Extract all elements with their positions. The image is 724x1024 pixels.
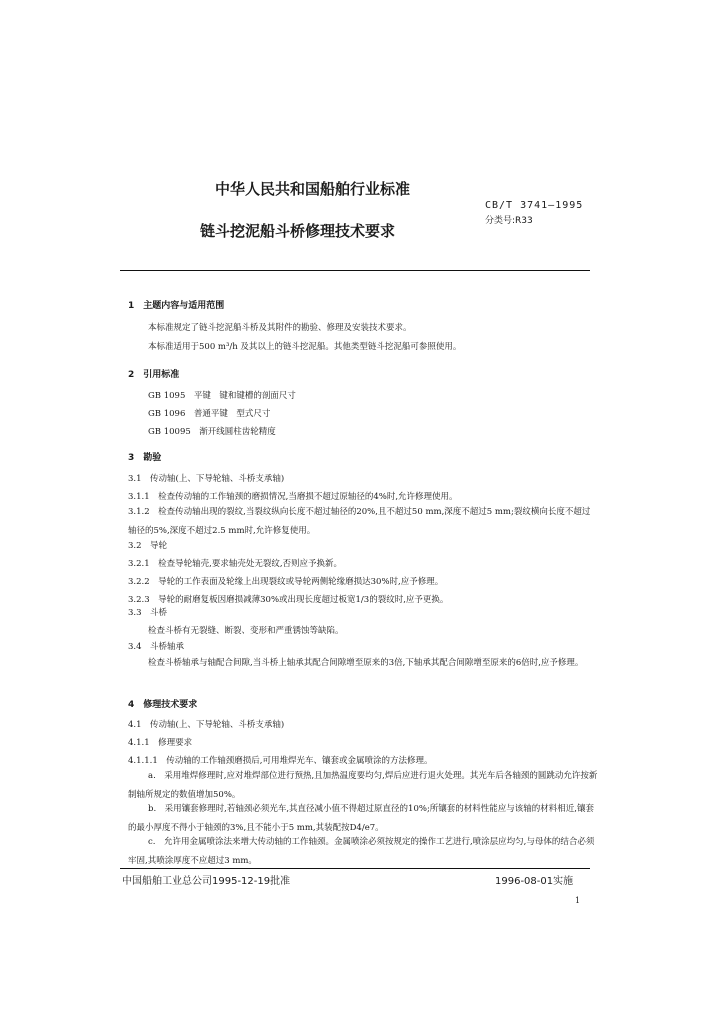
header-divider (120, 270, 590, 271)
clause-4-1-1-1-b: b. 采用镶套修理时,若轴颈必须光车,其直径减小值不得超过原直径的10%;所镶套的材料性能应与该轴的材料相近,镶套的最小厚度不得小于轴颈的3%,且不能小于5 mm,其装配按D4/e7。 (128, 804, 595, 833)
classification-number: 分类号:R33 (485, 216, 533, 226)
section-1-heading: 1 主题内容与适用范围 (128, 301, 225, 311)
reference-item: GB 10095 渐开线圆柱齿轮精度 (148, 427, 276, 437)
clause-4-1-1: 4.1.1 修理要求 (128, 738, 193, 748)
standard-number: CB/T 3741—1995 (485, 200, 584, 211)
clause-3-1-1: 3.1.1 检查传动轴的工作轴颈的磨损情况,当磨损不超过原轴径的4%时,允许修理使用。 (128, 492, 458, 502)
footer-divider (120, 868, 590, 869)
clause-3-3: 3.3 斗桥 (128, 608, 168, 618)
document-title: 链斗挖泥船斗桥修理技术要求 (200, 222, 396, 240)
clause-3-1: 3.1 传动轴(上、下导轮轴、斗桥支承轴) (128, 474, 285, 484)
page-number: 1 (575, 896, 581, 905)
clause-3-2-3: 3.2.3 导轮的耐磨复板因磨损减薄30%或出现长度超过板宽1/3的裂纹时,应予更换。 (128, 595, 449, 605)
implementation-date: 1996-08-01实施 (495, 876, 574, 887)
clause-3-2-2: 3.2.2 导轮的工作表面及轮缘上出现裂纹或导轮两侧轮缘磨损达30%时,应予修理。 (128, 577, 444, 587)
clause-3-2: 3.2 导轮 (128, 541, 168, 551)
clause-3-1-2: 3.1.2 检查传动轴出现的裂纹,当裂纹纵向长度不超过轴径的20%,且不超过50 mm,深度不超过5 mm;裂纹横向长度不超过轴径的5%,深度不超过2.5 mm时,允许修复使用。 (128, 507, 591, 536)
clause-4-1-1-1-c: c. 允许用金属喷涂法来增大传动轴的工作轴颈。金属喷涂必须按规定的操作工艺进行,喷涂层应均匀,与母体的结合必须牢固,其喷涂厚度不应超过3 mm。 (128, 837, 595, 866)
section-1-paragraph-1: 本标准规定了链斗挖泥船斗桥及其附件的勘验、修理及安装技术要求。 (148, 323, 412, 333)
section-3-heading: 3 勘验 (128, 453, 162, 463)
reference-item: GB 1095 平键 键和键槽的剖面尺寸 (148, 391, 296, 401)
clause-3-3-text: 检查斗桥有无裂缝、断裂、变形和严重锈蚀等缺陷。 (148, 626, 344, 636)
reference-item: GB 1096 普通平键 型式尺寸 (148, 409, 271, 419)
section-1-paragraph-2: 本标准适用于500 m³/h 及其以上的链斗挖泥船。其他类型链斗挖泥船可参照使用。 (148, 342, 462, 352)
standard-category-title: 中华人民共和国船舶行业标准 (215, 180, 411, 198)
section-2-heading: 2 引用标准 (128, 370, 180, 380)
section-4-heading: 4 修理技术要求 (128, 700, 198, 710)
clause-4-1: 4.1 传动轴(上、下导轮轴、斗桥支承轴) (128, 720, 285, 730)
approval-line: 中国船舶工业总公司1995-12-19批准 (122, 876, 291, 887)
clause-4-1-1-1-a: a. 采用堆焊修理时,应对堆焊部位进行预热,且加热温度要均匀,焊后应进行退火处理。其光车后各轴颈的圆跳动允许按新制轴所规定的数值增加50%。 (128, 771, 598, 800)
clause-3-4: 3.4 斗桥轴承 (128, 642, 185, 652)
clause-4-1-1-1: 4.1.1.1 传动轴的工作轴颈磨损后,可用堆焊光车、镶套或金属喷涂的方法修理。 (128, 756, 433, 766)
clause-3-2-1: 3.2.1 检查导轮轴壳,要求轴壳处无裂纹,否则应予换新。 (128, 559, 343, 569)
clause-3-4-text: 检查斗桥轴承与轴配合间隙,当斗桥上轴承其配合间隙增至原来的3倍,下轴承其配合间隙增至原来的6倍时,应予修理。 (148, 658, 584, 668)
